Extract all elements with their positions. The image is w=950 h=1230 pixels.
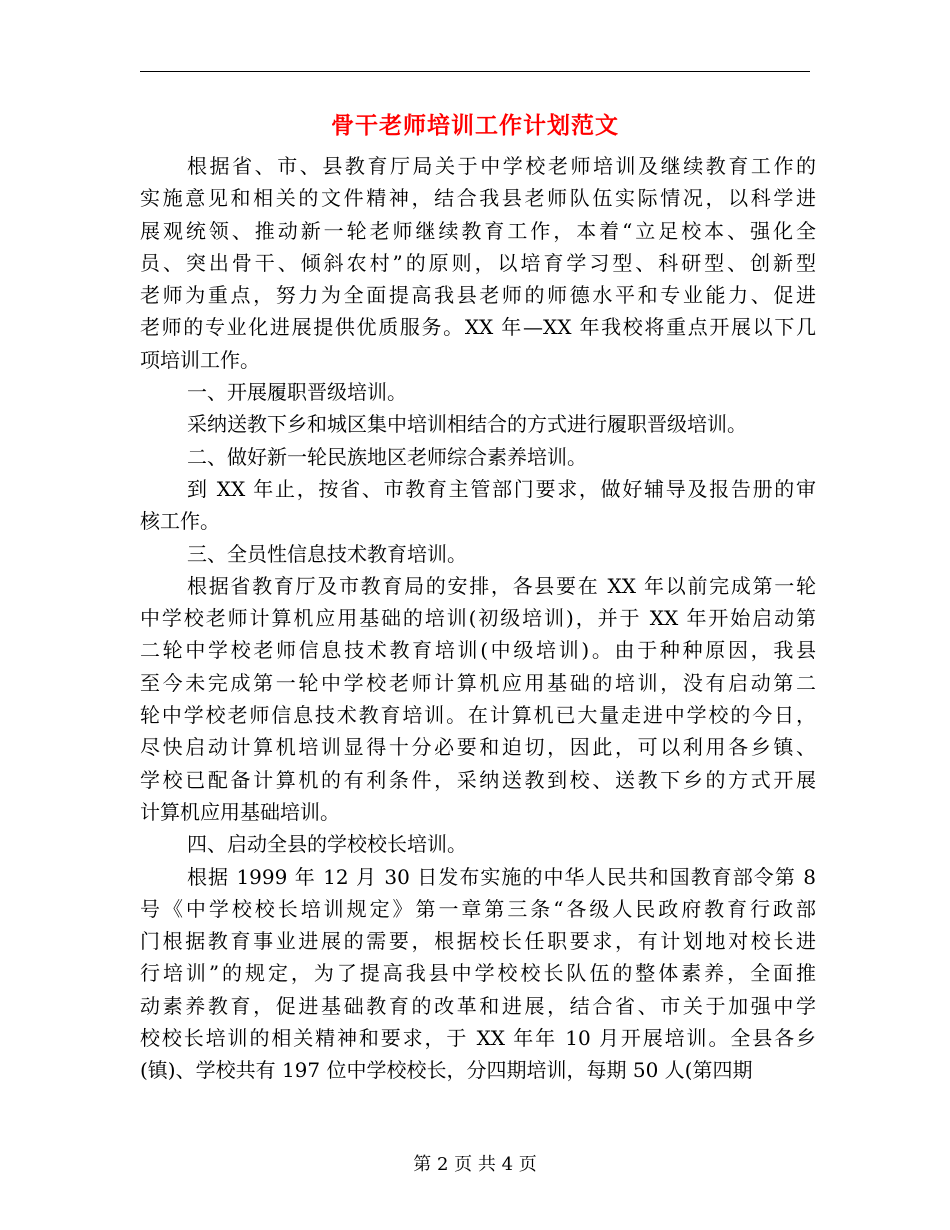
text-line: (镇)、学校共有 197 位中学校校长，分四期培训，每期 50 人(第四期: [140, 1058, 753, 1083]
text-line: 三、全员性信息技术教育培训。: [187, 541, 467, 566]
paragraph: [140, 570, 816, 828]
text-line: 根据省教育厅及市教育局的安排，各县要在 XX 年以前完成第一轮: [187, 573, 816, 598]
paragraph: [140, 861, 816, 1087]
paragraph: [140, 828, 816, 860]
text-line: 老师为重点，努力为全面提高我县老师的师德水平和专业能力、促进: [140, 283, 816, 308]
text-line: 老师的专业化进展提供优质服务。XX 年—XX 年我校将重点开展以下几: [140, 315, 816, 340]
text-line: 一、开展履职晋级培训。: [187, 380, 407, 405]
paragraph: [140, 408, 816, 440]
document-title: 骨干老师培训工作计划范文: [331, 112, 619, 139]
paragraph: [140, 150, 816, 376]
text-line: 计算机应用基础培训。: [140, 799, 340, 824]
text-line: 根据省、市、县教育厅局关于中学校老师培训及继续教育工作的: [187, 154, 816, 178]
document-body: [140, 150, 816, 1087]
text-line: 轮中学校老师信息技术教育培训。在计算机已大量走进中学校的今日，: [140, 703, 816, 728]
header-rule: [140, 71, 810, 72]
text-line: 尽快启动计算机培训显得十分必要和迫切，因此，可以利用各乡镇、: [140, 735, 816, 760]
text-line: 采纳送教下乡和城区集中培训相结合的方式进行履职晋级培训。: [187, 412, 747, 437]
text-line: 门根据教育事业进展的需要，根据校长任职要求，有计划地对校长进: [140, 929, 816, 954]
text-line: 校校长培训的相关精神和要求，于 XX 年年 10 月开展培训。全县各乡: [140, 1026, 816, 1051]
paragraph: [140, 441, 816, 473]
text-line: 动素养教育，促进基础教育的改革和进展，结合省、市关于加强中学: [140, 993, 816, 1018]
text-line: 根据 1999 年 12 月 30 日发布实施的中华人民共和国教育部令第 8: [187, 864, 816, 889]
text-line: 实施意见和相关的文件精神，结合我县老师队伍实际情况，以科学进: [140, 186, 816, 211]
text-line: 展观统领、推动新一轮老师继续教育工作，本着“立足校本、强化全: [140, 218, 816, 243]
text-line: 二轮中学校老师信息技术教育培训(中级培训)。由于种种原因，我县: [140, 638, 816, 663]
text-line: 学校已配备计算机的有利条件，采纳送教到校、送教下乡的方式开展: [140, 767, 816, 792]
text-line: 到 XX 年止，按省、市教育主管部门要求，做好辅导及报告册的审: [187, 476, 816, 501]
text-line: 至今未完成第一轮中学校老师计算机应用基础的培训，没有启动第二: [140, 670, 816, 695]
text-line: 项培训工作。: [140, 347, 260, 372]
text-line: 二、做好新一轮民族地区老师综合素养培训。: [187, 444, 587, 469]
paragraph: [140, 538, 816, 570]
text-line: 行培训”的规定，为了提高我县中学校校长队伍的整体素养，全面推: [140, 961, 816, 986]
text-line: 中学校老师计算机应用基础的培训(初级培训)，并于 XX 年开始启动第: [140, 606, 816, 631]
page-number: 第 2 页 共 4 页: [413, 1154, 537, 1175]
paragraph: [140, 376, 816, 408]
text-line: 四、启动全县的学校校长培训。: [187, 832, 467, 857]
text-line: 号《中学校校长培训规定》第一章第三条“各级人民政府教育行政部: [140, 896, 816, 921]
text-line: 核工作。: [140, 509, 220, 534]
text-line: 员、突出骨干、倾斜农村”的原则，以培育学习型、科研型、创新型: [140, 250, 816, 275]
paragraph: [140, 473, 816, 538]
